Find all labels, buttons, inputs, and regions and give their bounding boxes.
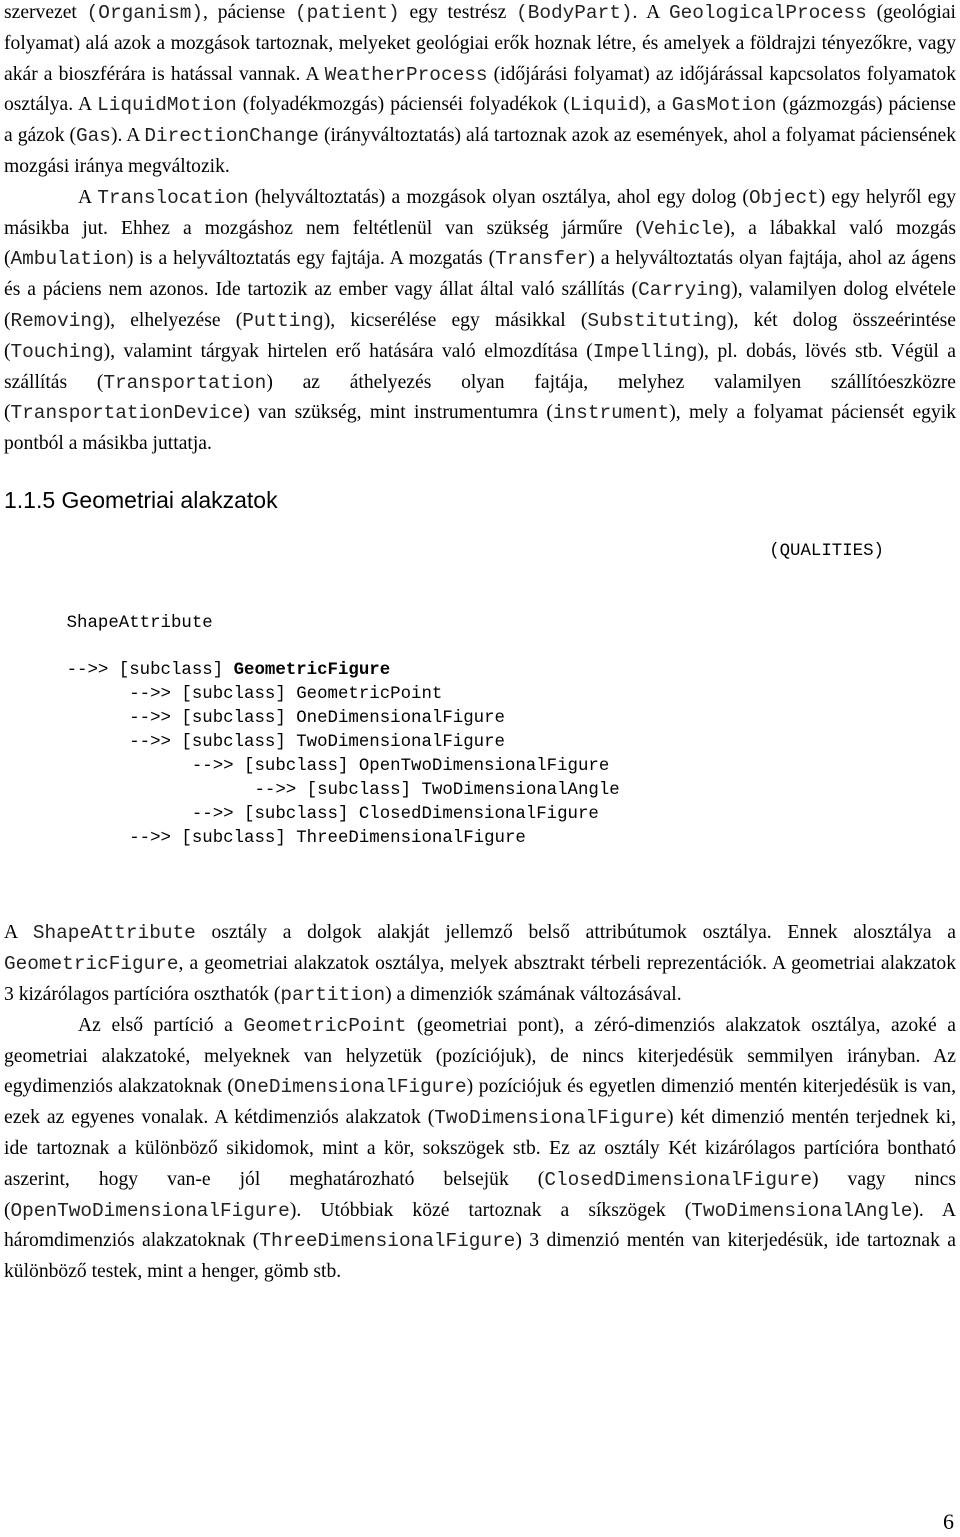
- tree-class-name: TwoDimensionalAngle: [421, 780, 620, 800]
- class-name: Carrying: [638, 279, 732, 302]
- class-hierarchy: [4, 540, 956, 898]
- class-name: GasMotion: [671, 94, 777, 117]
- class-name: (patient): [294, 2, 400, 24]
- class-name: Liquid: [569, 94, 640, 117]
- text-run: ), pl. dobás, lövés stb. Végül a szállítás (: [4, 340, 956, 393]
- text-run: , páciense: [203, 2, 295, 23]
- class-name: OpenTwoDimensionalFigure: [10, 1199, 290, 1222]
- text-run: A: [78, 186, 98, 208]
- class-name: TwoDimensionalAngle: [691, 1199, 913, 1222]
- text-run: ) van szükség, mint instrumentumra (: [243, 402, 553, 424]
- class-name: ShapeAttribute: [32, 922, 196, 945]
- text-run: ) pozíciójuk és egyetlen dimenzió mentén kiterjedésük is van, ezek az egyenes vonalak. A kétdimenziós alakzatok (: [4, 1076, 956, 1129]
- tree-root-row: [4, 541, 956, 633]
- class-name: Transfer: [495, 248, 589, 271]
- tree-arrow: -->> [subclass]: [4, 709, 297, 729]
- paragraph-processes: [4, 0, 956, 183]
- class-name: Transportation: [103, 371, 267, 394]
- text-run: osztály a dolgok alakját jellemző belső attribútumok osztálya. Ennek alosztálya a: [195, 922, 957, 944]
- text-run: ), mely a folyamat páciensét egyik pontból a másikba juttatja.: [4, 402, 957, 455]
- text-run: ), a: [639, 94, 672, 116]
- text-run: ), valamint tárgyak hirtelen erő hatására való elmozdítása (: [103, 340, 593, 362]
- tree-class-name: GeometricFigure: [233, 661, 391, 681]
- text-run: ) az áthelyezés olyan fajtája, melyhez valamilyen szállítóeszközre (: [4, 371, 956, 424]
- class-name: partition: [280, 984, 386, 1006]
- section-heading: 1.1.5 Geometriai alakzatok: [4, 486, 278, 513]
- text-run: A: [4, 922, 33, 944]
- text-run: Az első partíció a: [78, 1014, 244, 1036]
- text-run: ) vagy nincs (: [4, 1168, 956, 1221]
- class-name: Object: [748, 186, 819, 209]
- text-run: (helyváltoztatás) a mozgások olyan osztálya, ahol egy dolog (: [248, 186, 749, 208]
- text-run: ), a lábakkal való mozgás (: [4, 217, 956, 270]
- text-run: (irányváltoztatás) alá tartoznak azok az események, ahol a folyamat páciensének mozgási iránya megváltozik.: [4, 125, 956, 177]
- tree-arrow: -->> [subclass]: [4, 828, 297, 848]
- class-name: Translocation: [97, 186, 249, 209]
- class-name: ThreeDimensionalFigure: [259, 1230, 516, 1253]
- tree-arrow: -->> [subclass]: [4, 685, 297, 705]
- text-run: ) egy helyről egy másikba jut. Ehhez a mozgáshoz nem feltétlenül van szükség járműre (: [4, 186, 956, 239]
- class-name: OneDimensionalFigure: [233, 1076, 467, 1099]
- class-name: (Organism): [86, 2, 204, 24]
- paragraph-translocation: [4, 183, 956, 460]
- text-run: ). A háromdimenziós alakzatoknak (: [4, 1199, 956, 1252]
- class-name: DirectionChange: [144, 125, 319, 148]
- text-run: ) a dimenziók számának változásával.: [385, 984, 682, 1005]
- text-run: szervezet: [4, 2, 87, 23]
- class-name: TransportationDevice: [10, 402, 244, 425]
- text-run: ), kicserélése egy másikkal (: [323, 309, 588, 331]
- text-run: (gázmozgás) páciense a gázok (: [4, 94, 956, 147]
- tree-class-name: OpenTwoDimensionalFigure: [358, 757, 610, 777]
- tree-arrow: -->> [subclass]: [4, 780, 422, 800]
- paragraph-shapeattribute: [4, 918, 956, 1010]
- class-name: Impelling: [592, 340, 698, 363]
- text-run: ), két dolog összeérintése (: [4, 309, 956, 362]
- class-name: LiquidMotion: [97, 94, 237, 117]
- text-run: (időjárási folyamat) az időjárással kapcsolatos folyamatok osztálya. A: [4, 63, 956, 116]
- text-run: (folyadékmozgás) pácienséi folyadékok (: [236, 94, 570, 116]
- text-run: (geometriai pont), a zéró-dimenziós alakzatok osztálya, azoké a geometriai alakzatoké, melyeknek van helyzetük (pozíciójuk), de nincs kiterjedésük semmilyen irányban. Az egydimenziós alakzatoknak (: [4, 1014, 956, 1098]
- tree-row: [4, 779, 956, 803]
- text-run: ) is a helyváltoztatás egy fajtája. A mozgatás (: [126, 248, 496, 270]
- tree-class-name: TwoDimensionalFigure: [296, 733, 505, 753]
- paragraph-partitions: [4, 1011, 956, 1288]
- class-name: Removing: [10, 309, 104, 332]
- tree-class-name: OneDimensionalFigure: [296, 709, 505, 729]
- class-name: WeatherProcess: [324, 63, 488, 86]
- text-run: . A: [632, 2, 669, 23]
- tree-row: [4, 731, 956, 755]
- tree-arrow: -->> [subclass]: [4, 804, 359, 824]
- class-name: Touching: [10, 340, 104, 363]
- class-name: GeometricPoint: [243, 1014, 407, 1037]
- tree-rows: [4, 659, 956, 850]
- class-name: Ambulation: [10, 248, 127, 271]
- text-run: ), valamilyen dolog elvétele (: [4, 279, 957, 331]
- text-run: ). Utóbbiak közé tartoznak a síkszögek (: [289, 1199, 692, 1221]
- text-run: ) a helyváltoztatás olyan fajtája, ahol az ágens és a páciens nem azonos. Ide tartozik az ember vagy állat által való szállítás (: [4, 248, 957, 301]
- class-name: TwoDimensionalFigure: [434, 1107, 667, 1130]
- class-name: GeometricFigure: [4, 953, 179, 976]
- class-name: instrument: [552, 402, 670, 425]
- tree-arrow: -->> [subclass]: [4, 757, 359, 777]
- tree-class-name: ClosedDimensionalFigure: [358, 804, 599, 824]
- tree-row: [4, 803, 956, 827]
- class-name: Putting: [242, 309, 324, 332]
- class-name: ClosedDimensionalFigure: [544, 1168, 812, 1191]
- tree-root: ShapeAttribute: [66, 613, 213, 633]
- document-page: [4, 0, 956, 1288]
- class-name: GeologicalProcess: [668, 2, 867, 24]
- class-name: Gas: [76, 125, 111, 148]
- text-run: ) két dimenzió mentén terjednek ki, ide tartoznak a különböző sikidomok, mint a kör, sokszögek stb. Ez az osztály Két kizárólagos partícióra bontható aszerint, hogy van-e jól meghatározható belsejük (: [4, 1107, 956, 1190]
- tree-arrow: -->> [subclass]: [4, 733, 297, 753]
- text-run: , a geometriai alakzatok osztálya, melyek absztrakt térbeli reprezentációk. A geometriai alakzatok 3 kizárólagos partícióra oszthatók (: [4, 953, 956, 1005]
- text-run: ), elhelyezése (: [103, 309, 243, 331]
- class-name: (BodyPart): [516, 2, 633, 24]
- text-run: ). A: [110, 125, 145, 147]
- tree-row: [4, 683, 956, 707]
- class-name: Vehicle: [642, 217, 724, 240]
- text-run: egy testrész: [399, 2, 517, 23]
- class-name: Substituting: [587, 309, 728, 332]
- page-number: 6: [943, 1509, 954, 1534]
- tree-row: [4, 659, 956, 683]
- text-run: (geológiai folyamat) alá azok a mozgások tartoznak, melyeket geológiai erők hoznak létre, és amelyek a földrajzi tényezőkre, vagy akár a bioszférára is hatással vannak. A: [4, 2, 957, 85]
- tree-qualifier: (QUALITIES): [769, 541, 884, 561]
- text-run: ) 3 dimenzió mentén van kiterjedésük, ide tartoznak a különböző testek, mint a henger, gömb stb.: [4, 1230, 956, 1283]
- tree-row: [4, 827, 956, 851]
- tree-row: [4, 707, 956, 731]
- tree-class-name: GeometricPoint: [296, 685, 443, 705]
- tree-arrow: -->> [subclass]: [4, 661, 234, 681]
- tree-class-name: ThreeDimensionalFigure: [296, 828, 526, 848]
- tree-row: [4, 755, 956, 779]
